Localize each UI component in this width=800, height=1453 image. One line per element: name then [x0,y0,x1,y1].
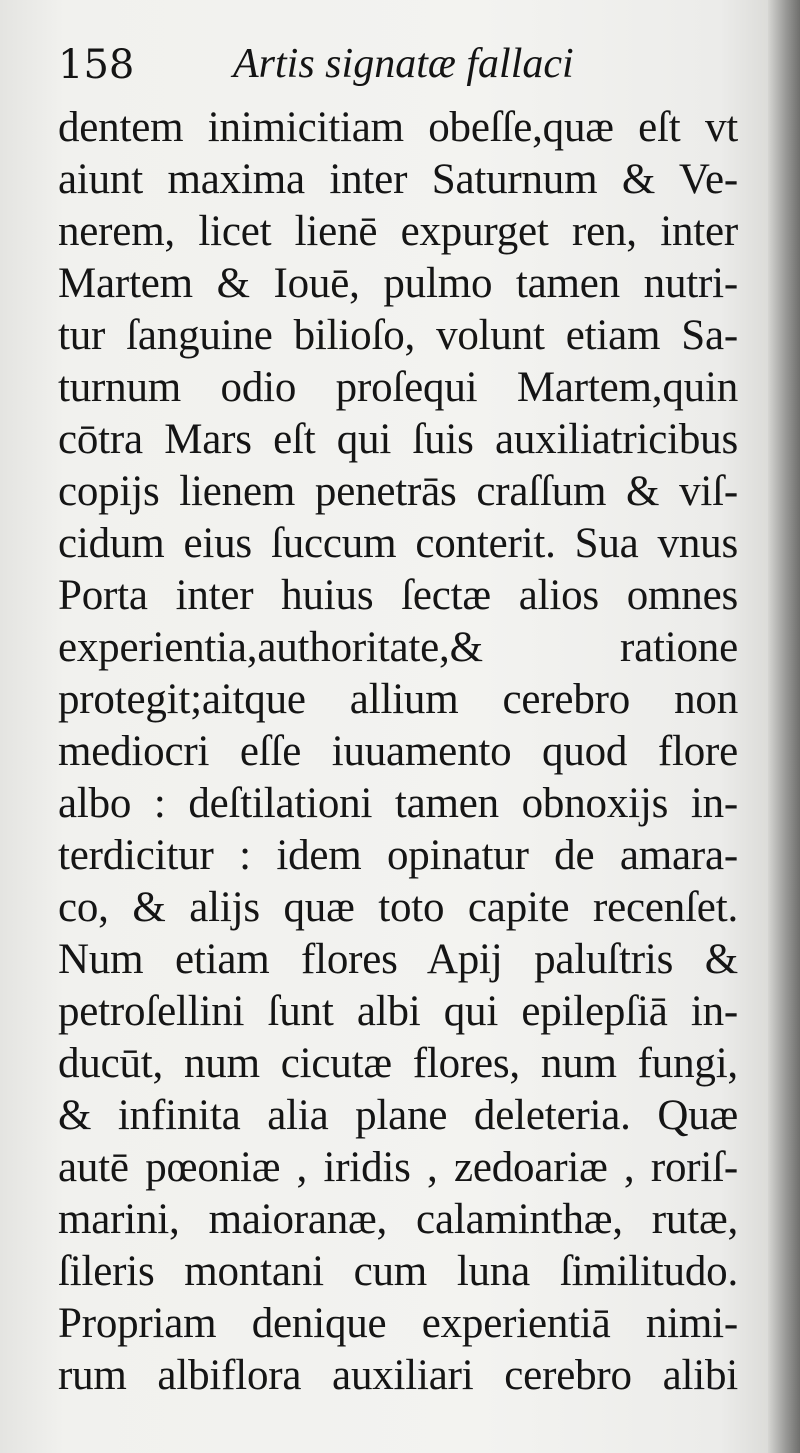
text-line: dentem inimicitiam obeſſe,quæ eſt vt [58,104,738,151]
text-line: aiunt maxima inter Saturnum & Ve- [58,156,738,203]
page-gutter-shadow [768,0,800,1453]
text-line: copijs lienem penetrās craſſum & viſ- [58,468,738,515]
text-line: albo : deſtilationi tamen obnoxijs in- [58,780,738,827]
text-line: cōtra Mars eſt qui ſuis auxiliatricibus [58,416,738,463]
text-line: rum albiflora auxiliari cerebro alibi [58,1352,738,1399]
text-line: co, & alijs quæ toto capite recenſet. [58,884,738,931]
text-line: marini, maioranæ, calaminthæ, rutæ, [58,1196,738,1243]
running-title: Artis signatæ fallaci [233,41,574,87]
text-line: experientia,authoritate,& ratione [58,624,738,671]
text-line: autē pœoniæ , iridis , zedoariæ , roriſ- [58,1144,738,1191]
running-header [58,42,738,102]
text-line: turnum odio proſequi Martem,quin [58,364,738,411]
text-line: Num etiam flores Apij paluſtris & [58,936,738,983]
text-line: tur ſanguine bilioſo, volunt etiam Sa- [58,312,738,359]
text-line: petroſellini ſunt albi qui epilepſiā in- [58,988,738,1035]
text-line: protegit;aitque allium cerebro non [58,676,738,723]
text-line: & infinita alia plane deleteria. Quæ [58,1092,738,1139]
text-line: ducūt, num cicutæ flores, num fungi, [58,1040,738,1087]
text-line: nerem, licet lienē expurget ren, inter [58,208,738,255]
body-text [58,102,738,1402]
text-line: Martem & Iouē, pulmo tamen nutri- [58,260,738,307]
text-line: Propriam denique experientiā nimi- [58,1300,738,1347]
text-line: cidum eius ſuccum conterit. Sua vnus [58,520,738,567]
text-line: Porta inter huius ſectæ alios omnes [58,572,738,619]
page-number: 158 [58,42,135,88]
text-line: terdicitur : idem opinatur de amara- [58,832,738,879]
text-line: ſileris montani cum luna ſimilitudo. [58,1248,738,1295]
text-line: mediocri eſſe iuuamento quod flore [58,728,738,775]
